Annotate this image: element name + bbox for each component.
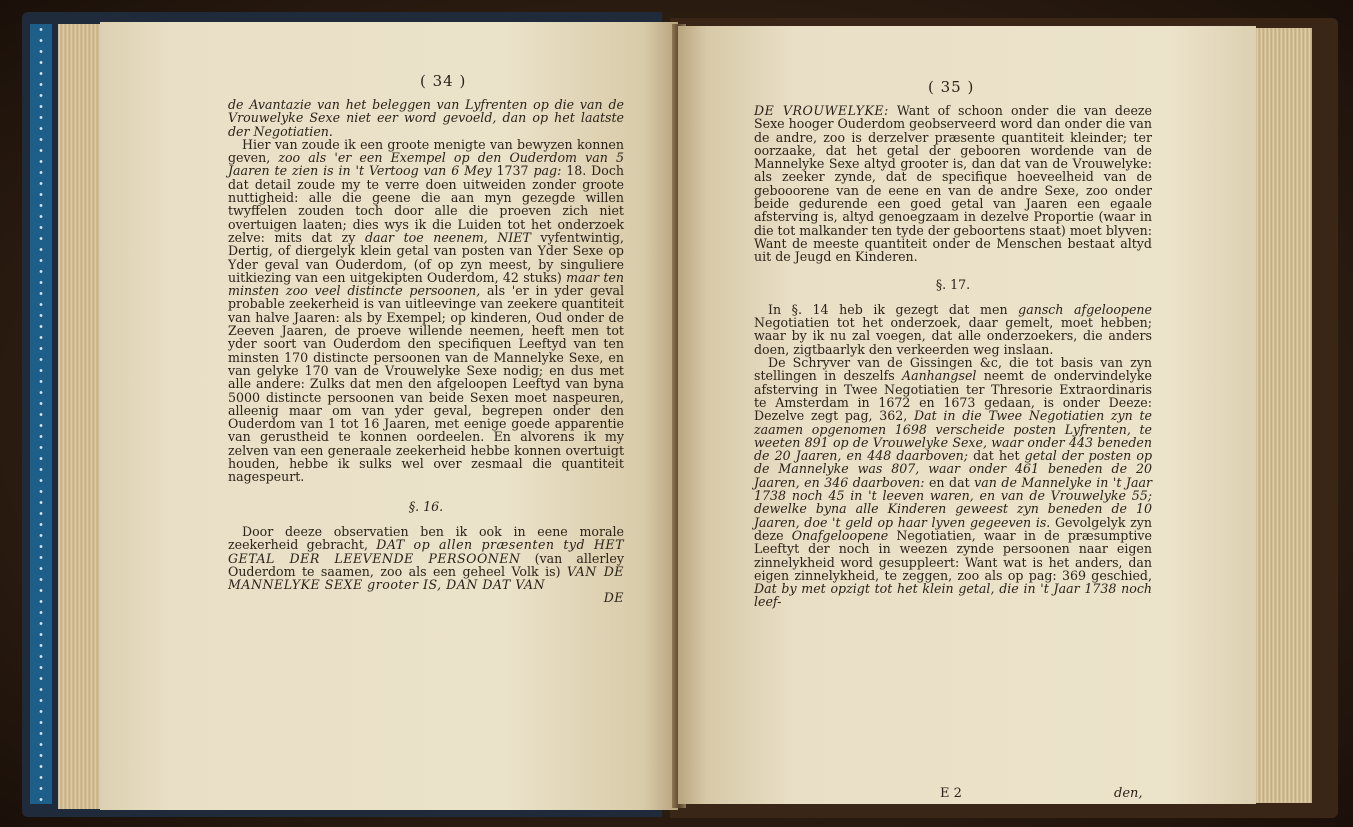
- right-page-edges: [1252, 28, 1312, 803]
- r-p3-b: Aanhangsel: [901, 368, 977, 384]
- r-p3-l: Dat by met opzigt tot het klein getal, die in 't Jaar 1738 noch leef-: [754, 581, 1152, 610]
- l-p1-e: 18. Doch dat detail zoude my te verre doen uitweiden zonder groote nuttigheid: alle die geene die aan myn gezegde willen twyffelen zouden toch door alle die proeven zich niet overtuigen laaten; dies wys ik die Luiden tot het onderzoek zelve: mits dat zy: [228, 163, 624, 245]
- l-p2-b: DAT op allen præsenten tyd HET GETAL DER LEEVENDE PERSOONEN: [228, 537, 625, 566]
- left-page-number: ( 34 ): [420, 72, 467, 90]
- right-paragraph-1: [754, 104, 1152, 264]
- r-p2-a: In §. 14 heb ik gezegt dat men: [768, 301, 1019, 317]
- r-p2-b: gansch afgeloopene: [1018, 301, 1152, 317]
- left-heading: de Avantazie van het beleggen van Lyfrenten op die van de Vrouwelyke Sexe niet eer word gevoeld, dan op het laatste der Negotiatien.: [228, 97, 624, 139]
- left-page-body: [228, 98, 624, 605]
- l-p1-i: als 'er in yder geval probable zeekerheid is van uitleevinge van zeekere quantiteit van halve Jaaren: als by Exempel; op kinderen, Oud onder de Zeeven Jaaren, de proeve willende neemen, heeft men tot yder soort van Ouderdom den specifiquen Leeftyd van ten minsten 170 distincte persoonen van de Mannelyke Sexe, en van gelyke 170 van de Vrouwelyke Sexe nodig; en dus met alle andere: Zulks dat men den afgeloopen Leeftyd van byna 5000 distincte persoonen van beide Sexen moet naspeuren, alleenig maar om van yder geval, begrepen onder den Ouderdom van 1 tot 16 Jaaren, met eenige goede apparentie van gerustheid te konnen oordeelen. En alvorens ik my zelven van een generaale zeekerheid hebbe konnen overtuigt houden, hebbe ik sulks wel over zesmaal die quantiteit nagespeurt.: [228, 283, 624, 485]
- right-paragraph-2: [754, 303, 1152, 356]
- r-p1-b: Want of schoon onder die van deeze Sexe hooger Ouderdom geobserveerd word dan onder die van de andre, zoo is derzelver præsente quantiteit kleinder; ter oorzaake, dat het getal der gebooren wordende van de Mannelyke Sexe altyd grooter is, dan dat van de Vrouwelyke: als zeeker zynde, dat de specifique hoeveelheid van de gebooorene van de eene en van de andre Sexe, zoo onder beide gedurende een goed getal van Jaaren een egaale afsterving is, altyd genoegzaam in dezelve Proportie (waar in die tot malkander ten tyde der geboortens staat) moet blyven: Want de meeste quantiteit onder de Menschen bestaat altyd uit de Jeugd en Kinderen.: [754, 103, 1152, 265]
- r-p3-g: en dat: [924, 474, 975, 490]
- right-page: [678, 26, 1256, 804]
- l-p2-d: VAN DE MANNELYKE SEXE grooter IS, DAN DAT VAN: [228, 563, 624, 593]
- r-p3-e: dat het: [968, 448, 1025, 464]
- left-catchword: DE: [603, 590, 624, 606]
- l-p1-b: zoo als 'er een Exempel op den Ouderdom van 5 Jaaren te zien is in 't Vertoog van 6 Mey: [228, 150, 624, 179]
- right-page-body: [754, 104, 1152, 609]
- l-p1-a: Hier van zoude ik een groote menigte van bewyzen konnen geven,: [228, 136, 624, 166]
- left-paragraph-2: [228, 525, 624, 591]
- l-p1-f: daar toe neenem, NIET: [364, 229, 531, 245]
- r-p3-c: neemt de ondervindelyke afsterving in Twee Negotiatien ter Thresorie Extraordinaris te Amsterdam in 1672 en 1673 gedaan, is onder Deeze: Dezelve zegt pag, 362,: [754, 368, 1152, 424]
- left-page: [100, 22, 678, 810]
- r-p3-h: van de Mannelyke in 't Jaar 1738 noch 45 in 't leeven waren, en van de Vrouwelyke 55; dewelke byna alle Kinderen geweest zyn beneden de 10 Jaaren, doe 't geld op haar lyven gegeeven is.: [754, 474, 1152, 530]
- l-p2-a: Door deeze observatien ben ik ook in eene morale zeekerheid gebracht,: [228, 523, 624, 553]
- l-p2-c: (van allerley Ouderdom te saamen, zoo als een geheel Volk is): [228, 550, 624, 579]
- left-section-label: §. 16.: [408, 498, 444, 514]
- r-p3-k: Negotiatien, waar in de præsumptive Leeftyt der noch in weezen zynde persoonen naar eigen zinnelykheid word gesuppleert: Want wat is het anders, dan eigen zinnelykheid, te zeggen, zoo als op pag: 369 geschied,: [754, 527, 1152, 583]
- l-p1-g: vyfentwintig, Dertig, of diergelyk klein getal van posten van Yder Sexe op Yder geval van Ouderdom, (of op zyn meest, by singuliere uitkiezing van een uitgekipten Ouderdom, 42 stuks): [228, 229, 624, 285]
- r-p3-d: Dat in die Twee Negotiatien zyn te zaamen opgenomen 1698 verscheide posten Lyfrenten, te weeten 891 op de Vrouwelyke Sexe, waar onder 443 beneden de 20 Jaaren, en 448 daarboven;: [754, 408, 1152, 464]
- right-signature-mark: E 2: [940, 786, 962, 801]
- left-paragraph-1: [228, 138, 624, 484]
- r-p3-f: getal der posten op de Mannelyke was 807, waar onder 461 beneden de 20 Jaaren, en 346 daarboven:: [754, 448, 1153, 490]
- l-p1-h: maar ten minsten zoo veel distincte persoonen,: [228, 269, 624, 299]
- r-p1-a: DE VROUWELYKE:: [754, 103, 889, 118]
- marbled-spine-strip: [30, 24, 52, 804]
- right-page-number: ( 35 ): [928, 78, 975, 96]
- r-p3-i: Gevolgelyk zyn deze: [754, 514, 1152, 543]
- right-section-label: §. 17.: [935, 276, 971, 292]
- right-paragraph-3: [754, 356, 1152, 609]
- r-p3-j: Onafgeloopene: [791, 527, 889, 543]
- r-p3-a: De Schryver van de Gissingen &c, die tot basis van zyn stellingen in deszelfs: [754, 355, 1152, 384]
- r-p2-c: Negotiatien tot het onderzoek, daar gemelt, moet hebben; waar by ik nu zal voegen, dat alle onderzoekers, die anders doen, zigtbaarlyk den verkeerden weg inslaan.: [754, 315, 1152, 357]
- l-p1-c: 1737: [491, 163, 534, 179]
- right-catchword: den,: [1114, 786, 1143, 801]
- l-p1-d: pag:: [533, 163, 562, 179]
